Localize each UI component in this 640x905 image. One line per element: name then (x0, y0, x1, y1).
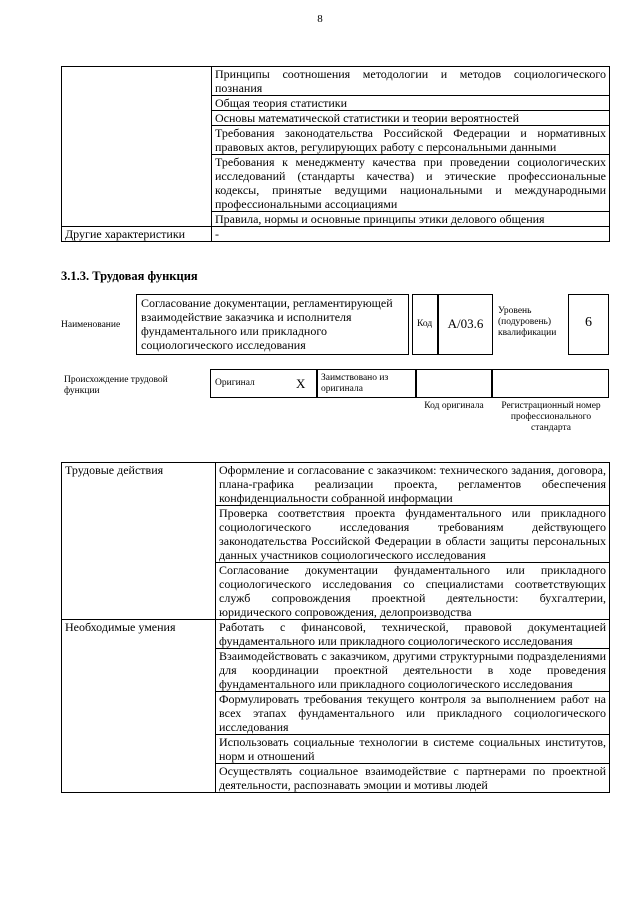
code-caption: Код оригинала (424, 401, 484, 411)
knowledge-item: Принципы соотношения методологии и методов социологического познания (212, 67, 610, 96)
table-row (62, 463, 610, 506)
knowledge-item: Общая теория статистики (212, 96, 610, 111)
knowledge-label-cell (62, 67, 212, 227)
function-level: 6 (585, 315, 592, 330)
function-code: A/03.6 (447, 316, 484, 331)
reg-number-box (492, 369, 609, 398)
knowledge-item: Основы математической статистики и теории вероятностей (212, 111, 610, 126)
action-item: Оформление и согласование с заказчиком: технического задания, договора, плана-графика реализации проекта, регламентов обеспечения конфиденциальности собранной информации (216, 463, 610, 506)
table-row (62, 620, 610, 649)
level-label: Уровень (подуровень) квалификации (498, 306, 557, 338)
knowledge-item: Требования законодательства Российской Федерации и нормативных правовых актов, регулирующих работу с персональными данными (212, 126, 610, 155)
table-row (62, 227, 610, 242)
actions-label: Трудовые действия (62, 463, 216, 620)
knowledge-item: Требования к менеджменту качества при проведении социологических исследований (стандарты качества) и этические профессиональные кодексы, принятые ведущими национальными и международными профессиональными ассоциациями (212, 155, 610, 212)
original-mark: X (296, 376, 306, 391)
knowledge-table (61, 66, 610, 242)
reg-caption: Регистрационный номер профессионального стандарта (501, 401, 601, 433)
origin-label: Происхождение трудовой функции (64, 375, 168, 396)
skill-item: Осуществлять социальное взаимодействие с партнерами по проектной деятельности, распознавать эмоции и мотивы людей (216, 764, 610, 793)
skill-item: Формулировать требования текущего контроля за выполнением работ на всех этапах фундаментального или прикладного социологического исследования (216, 692, 610, 735)
skill-item: Использовать социальные технологии в системе социальных институтов, норм и отношений (216, 735, 610, 764)
code-label: Код (417, 319, 433, 329)
function-name: Согласование документации, регламентирующей взаимодействие заказчика и исполнителя фундаментального или прикладного социологического исследования (141, 296, 393, 352)
knowledge-item: Правила, нормы и основные принципы этики делового общения (212, 212, 610, 227)
skill-item: Работать с финансовой, технической, правовой документацией фундаментального или прикладного социологического исследования (216, 620, 610, 649)
section-title: 3.1.3. Трудовая функция (61, 269, 198, 283)
original-label: Оригинал (215, 378, 255, 388)
skills-label: Необходимые умения (62, 620, 216, 793)
borrowed-label: Заимствовано из оригинала (321, 373, 389, 394)
other-label: Другие характеристики (62, 227, 212, 242)
name-label: Наименование (61, 320, 121, 330)
action-item: Согласование документации фундаментального или прикладного социологического исследования со специалистами соответствующих служб сопровождения проектной деятельности: бухгалтерии, юридического сопровождения, делопроизводства (216, 563, 610, 620)
page-number: 8 (317, 13, 323, 25)
table-row (62, 67, 610, 96)
other-value: - (212, 227, 610, 242)
action-item: Проверка соответствия проекта фундаментального или прикладного социологического исследования требованиям действующего законодательства Российской Федерации в области защиты персональных данных участников социологического исследования (216, 506, 610, 563)
origin-code-box (416, 369, 492, 398)
skill-item: Взаимодействовать с заказчиком, другими структурными подразделениями для координации проектной деятельности в ходе проведения фундаментального или прикладного социологического исследования (216, 649, 610, 692)
function-table (61, 462, 610, 793)
